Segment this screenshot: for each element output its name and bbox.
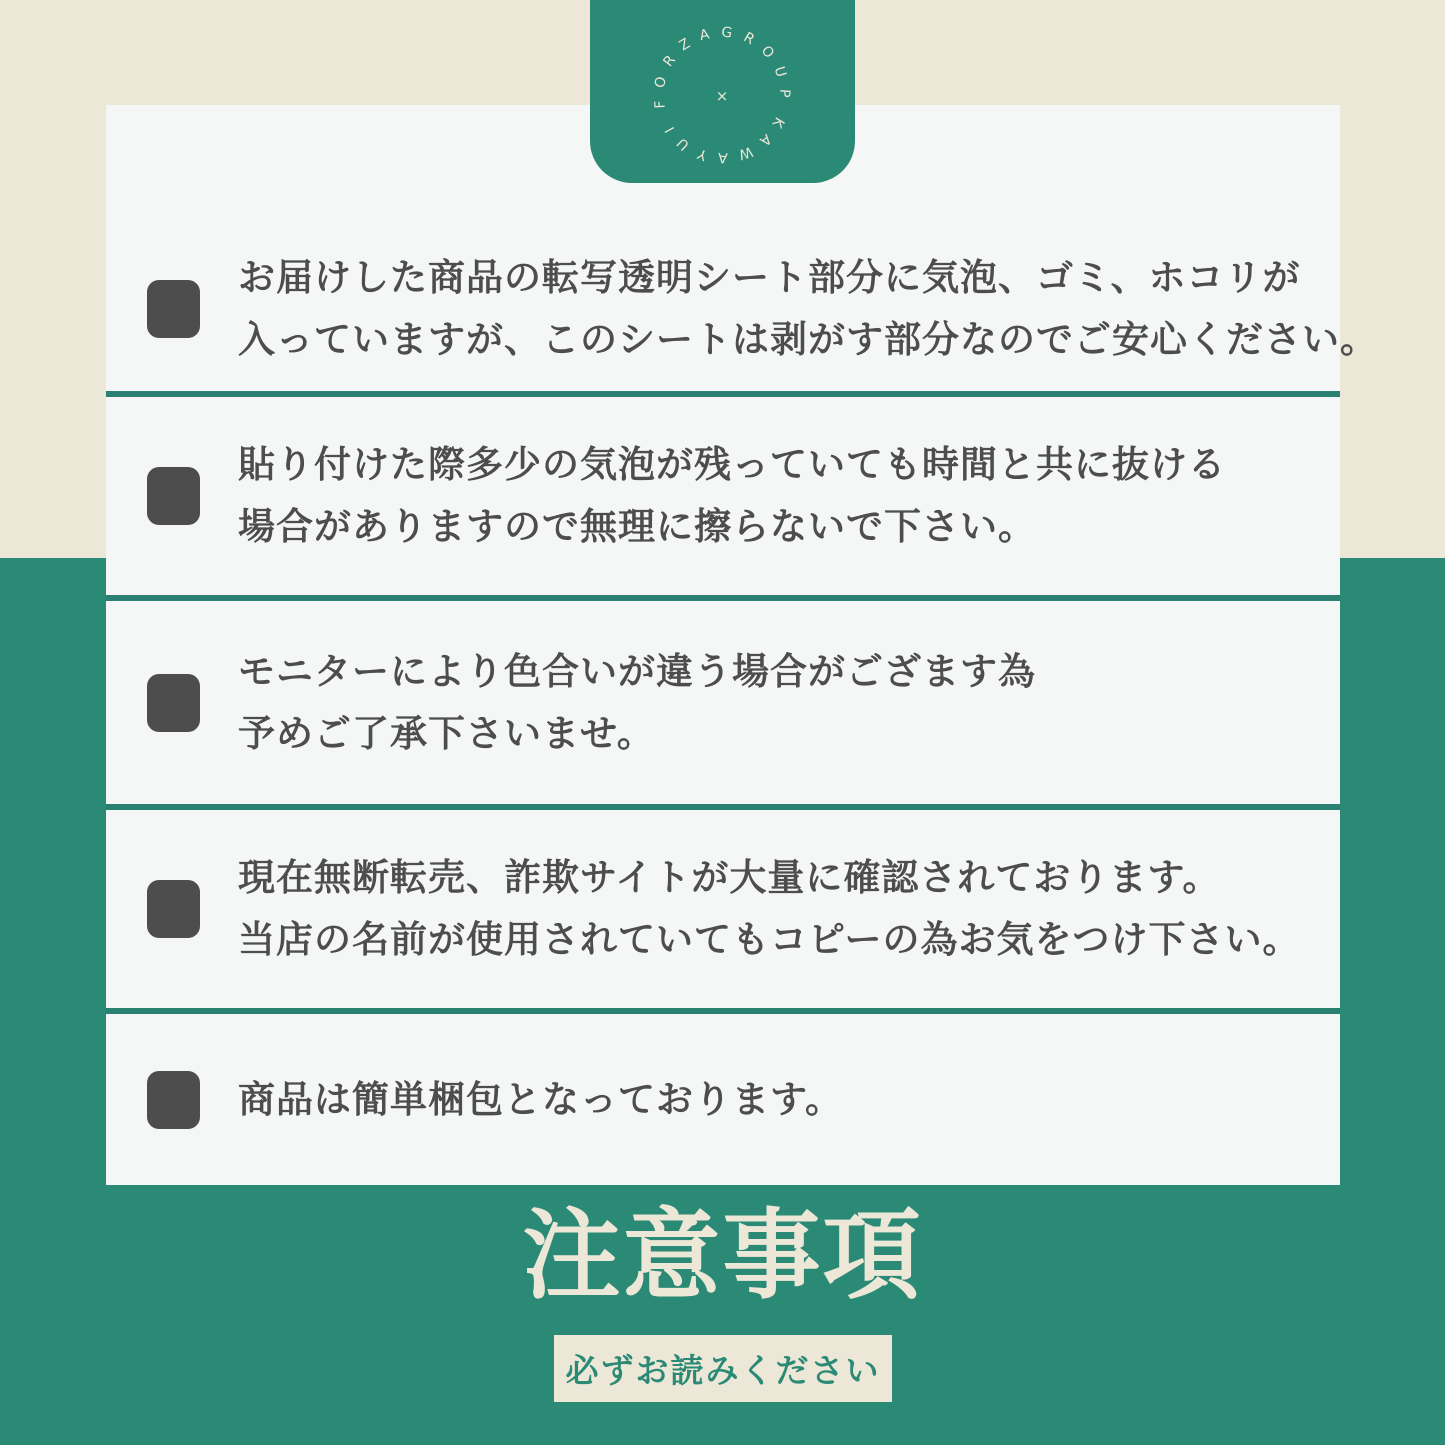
notice-1-line-2: 入っていますが、このシートは剥がす部分なのでご安心ください。 bbox=[238, 319, 1378, 360]
must-read-label-text: 必ずお読みください bbox=[565, 1352, 881, 1389]
notice-text-4 bbox=[238, 847, 1301, 971]
notice-text-3 bbox=[238, 641, 1036, 765]
square-bullet-icon bbox=[147, 880, 200, 938]
notice-text-1 bbox=[238, 247, 1378, 371]
logo-x-mark: × bbox=[715, 87, 729, 105]
notice-4-line-1: 現在無断転売、詐欺サイトが大量に確認されております。 bbox=[238, 857, 1221, 898]
notice-3-line-2: 予めご了承下さいませ。 bbox=[238, 712, 655, 754]
square-bullet-icon bbox=[147, 280, 200, 338]
footer-title: 注意事項 bbox=[522, 1200, 923, 1310]
notice-text-2 bbox=[238, 434, 1226, 558]
brand-badge bbox=[590, 0, 855, 183]
brand-top-arc-text: FORZAGROUP bbox=[651, 24, 793, 110]
notice-5-line-1: 商品は簡単梱包となっております。 bbox=[238, 1078, 844, 1120]
notice-section-2 bbox=[106, 397, 1340, 595]
notice-panel bbox=[106, 105, 1378, 1185]
notice-3-line-1: モニターにより色合いが違う場合がござます為 bbox=[238, 650, 1036, 692]
notice-1-line-1: お届けした商品の転写透明シート部分に気泡、ゴミ、ホコリが bbox=[238, 257, 1301, 298]
notice-2-line-1: 貼り付けた際多少の気泡が残っていても時間と共に抜ける bbox=[238, 444, 1226, 485]
notice-2-line-2: 場合がありますので無理に擦らないで下さい。 bbox=[238, 506, 1036, 547]
notice-text-5 bbox=[238, 1069, 843, 1131]
square-bullet-icon bbox=[147, 467, 200, 525]
notice-section-5 bbox=[106, 1014, 1340, 1185]
brand-circular-logo bbox=[590, 0, 855, 183]
notice-section-4 bbox=[106, 810, 1340, 1008]
notice-4-line-2: 当店の名前が使用されていてもコピーの為お気をつけ下さい。 bbox=[238, 919, 1301, 960]
notice-section-3 bbox=[106, 601, 1340, 804]
square-bullet-icon bbox=[147, 674, 200, 732]
square-bullet-icon bbox=[147, 1071, 200, 1129]
brand-bottom-arc-text: KAWAYUI bbox=[656, 114, 788, 166]
must-read-label bbox=[554, 1335, 892, 1402]
